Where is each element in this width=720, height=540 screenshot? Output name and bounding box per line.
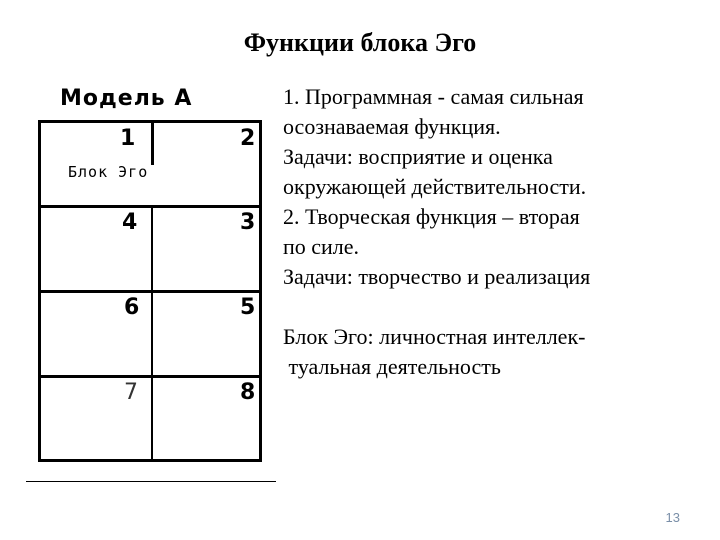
description-line: 1. Программная - самая сильная — [283, 84, 584, 109]
block-ego-label: Блок Эго — [68, 163, 149, 181]
function-number-1: 1 — [120, 126, 136, 151]
description-line: 2. Творческая функция – вторая — [283, 204, 580, 229]
grid-divider — [41, 290, 259, 293]
description-line: осознаваемая функция. — [283, 114, 501, 139]
function-number-7: 7 — [124, 380, 138, 405]
function-number-2: 2 — [240, 126, 256, 151]
function-number-6: 6 — [124, 295, 140, 320]
function-number-3: 3 — [240, 210, 256, 235]
function-number-5: 5 — [240, 295, 256, 320]
description-line: по силе. — [283, 234, 360, 259]
grid-divider — [41, 205, 259, 208]
ego-description-line: туальная деятельность — [283, 354, 501, 379]
grid-divider — [151, 123, 154, 165]
description-line: Задачи: восприятие и оценка — [283, 144, 553, 169]
slide-title: Функции блока Эго — [243, 28, 477, 57]
description-text — [283, 82, 703, 382]
grid-divider — [151, 205, 153, 460]
page-number: 13 — [665, 510, 680, 525]
description-line: Задачи: творчество и реализация — [283, 264, 591, 289]
ego-description-line: Блок Эго: личностная интеллек- — [283, 324, 586, 349]
function-number-8: 8 — [240, 380, 256, 405]
model-a-label: Модель А — [60, 86, 193, 111]
description-line: окружающей действительности. — [283, 174, 587, 199]
divider — [26, 481, 276, 482]
grid-divider — [41, 375, 259, 378]
function-number-4: 4 — [122, 210, 138, 235]
